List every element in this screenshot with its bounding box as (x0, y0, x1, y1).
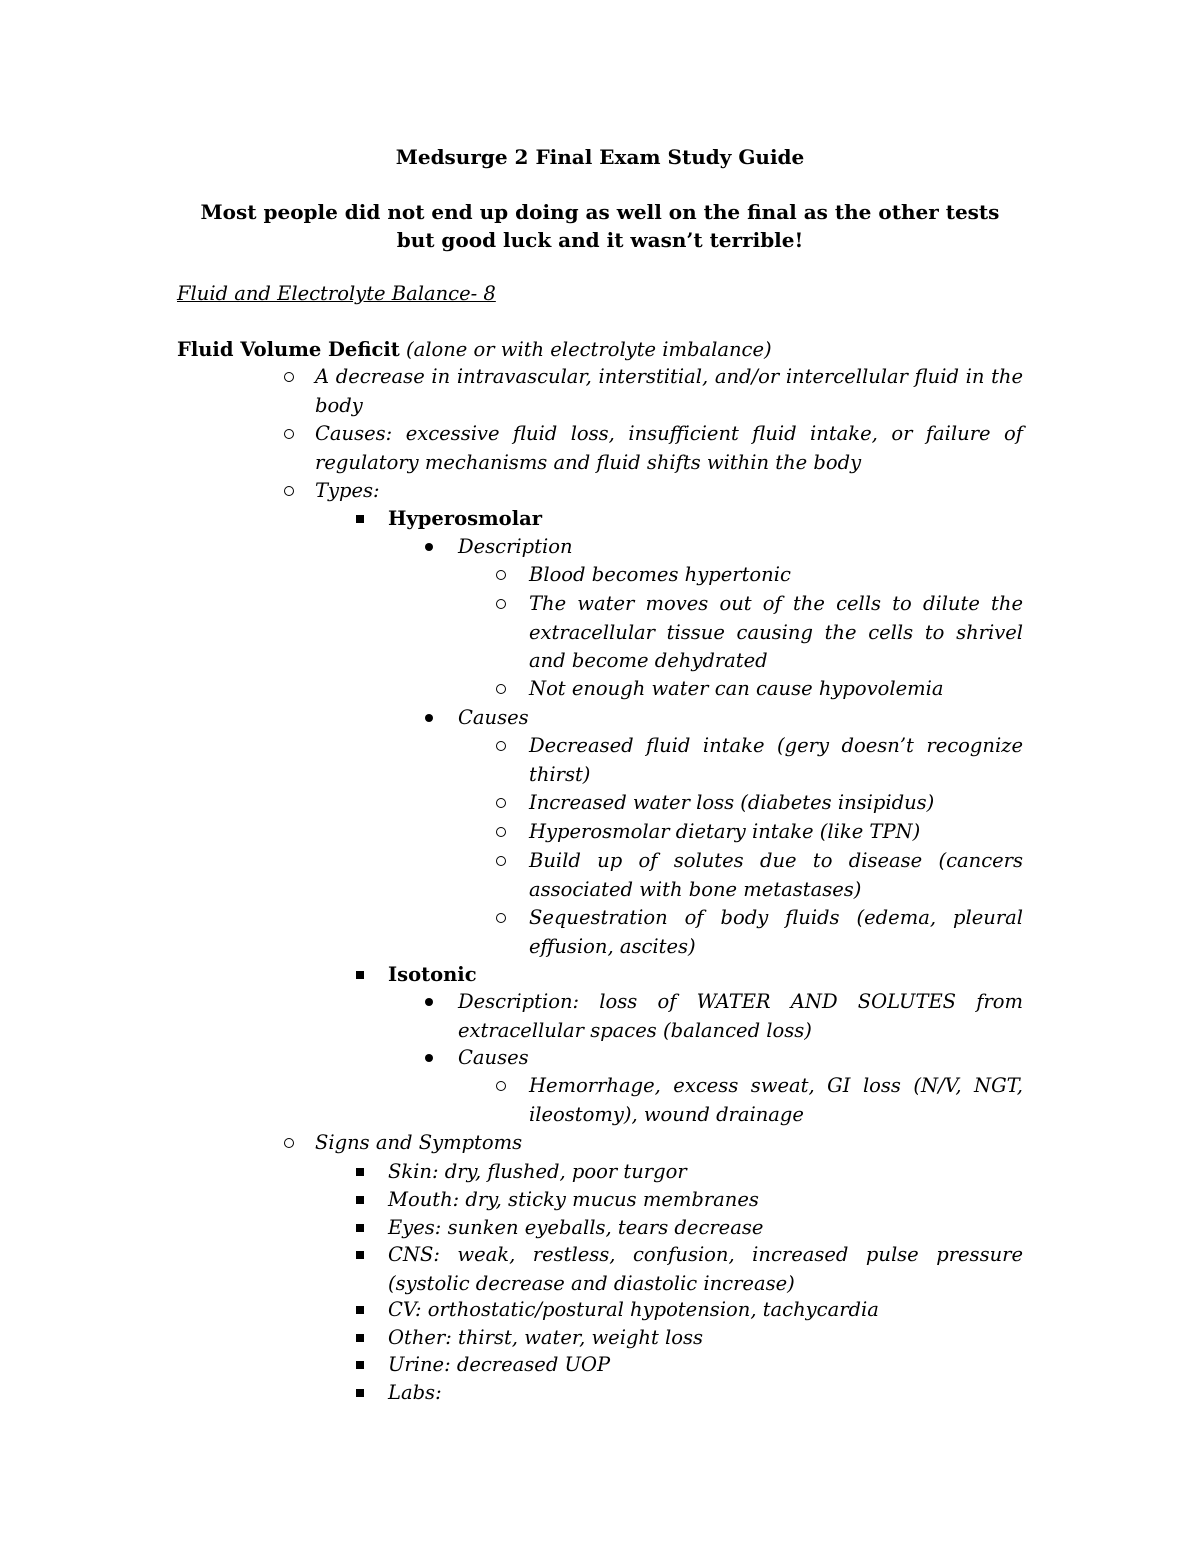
list-item (315, 1129, 1023, 1158)
circle-bullet-icon (496, 798, 506, 808)
list-item (388, 1379, 1023, 1408)
square-bullet-icon (356, 1196, 364, 1204)
list-item (458, 1044, 1023, 1073)
list-item-text: Hyperosmolar (388, 507, 543, 530)
square-bullet-icon (356, 1334, 364, 1342)
list-item (388, 961, 1023, 990)
list-item (529, 1072, 1023, 1129)
list-item-text: Description: loss of WATER AND SOLUTES from extracellular spaces (balanced loss) (458, 990, 1023, 1042)
section-heading: Fluid and Electrolyte Balance- 8 (177, 282, 496, 305)
list-item (388, 1158, 1023, 1187)
list-item (458, 533, 1023, 562)
circle-bullet-icon (496, 827, 506, 837)
list-item (315, 477, 1023, 506)
list-item (388, 1351, 1023, 1380)
dot-bullet-icon (425, 998, 433, 1006)
circle-bullet-icon (496, 684, 506, 694)
list-item-text: Hyperosmolar dietary intake (like TPN) (529, 820, 921, 843)
circle-bullet-icon (284, 429, 294, 439)
list-item (388, 1324, 1023, 1353)
list-item-text: Other: thirst, water, weight loss (388, 1326, 704, 1349)
list-item (388, 1241, 1023, 1298)
circle-bullet-icon (496, 741, 506, 751)
list-item-text: Decreased fluid intake (gery doesn’t recognize thirst) (529, 734, 1023, 786)
list-item-text: The water moves out of the cells to dilute the extracellular tissue causing the cells to shrivel and become dehydrated (529, 592, 1023, 672)
square-bullet-icon (356, 1224, 364, 1232)
list-item (529, 561, 1023, 590)
list-item-text: Causes (458, 1046, 529, 1069)
list-item-text: Urine: decreased UOP (388, 1353, 611, 1376)
circle-bullet-icon (496, 570, 506, 580)
list-item-text: Eyes: sunken eyeballs, tears decrease (388, 1216, 764, 1239)
list-item (388, 1296, 1023, 1325)
topic-note: (alone or with electrolyte imbalance) (406, 338, 772, 361)
square-bullet-icon (356, 1168, 364, 1176)
document-title: Medsurge 2 Final Exam Study Guide (395, 145, 805, 169)
square-bullet-icon (356, 1251, 364, 1259)
list-item (388, 505, 1023, 534)
circle-bullet-icon (284, 486, 294, 496)
list-item-text: Increased water loss (diabetes insipidus) (529, 791, 935, 814)
list-item (529, 675, 1023, 704)
square-bullet-icon (356, 515, 364, 523)
list-item-text: Skin: dry, flushed, poor turgor (388, 1160, 687, 1183)
list-item (529, 818, 1023, 847)
circle-bullet-icon (496, 856, 506, 866)
square-bullet-icon (356, 971, 364, 979)
circle-bullet-icon (284, 372, 294, 382)
list-item-text: Blood becomes hypertonic (529, 563, 791, 586)
dot-bullet-icon (425, 1054, 433, 1062)
list-item-text: Causes (458, 706, 529, 729)
square-bullet-icon (356, 1361, 364, 1369)
dot-bullet-icon (425, 714, 433, 722)
list-item-text: Sequestration of body fluids (edema, pleural effusion, ascites) (529, 906, 1023, 958)
square-bullet-icon (356, 1389, 364, 1397)
list-item-text: Labs: (388, 1381, 442, 1404)
list-item-text: Build up of solutes due to disease (cancers associated with bone metastases) (529, 849, 1023, 901)
circle-bullet-icon (496, 599, 506, 609)
list-item-text: CV: orthostatic/postural hypotension, tachycardia (388, 1298, 879, 1321)
list-item-text: Types: (315, 479, 380, 502)
list-item (315, 363, 1023, 420)
topic-title: Fluid Volume Deficit (177, 338, 400, 361)
list-item (388, 1186, 1023, 1215)
circle-bullet-icon (496, 1081, 506, 1091)
list-item-text: Description (458, 535, 573, 558)
list-item (458, 704, 1023, 733)
list-item-text: Causes: excessive fluid loss, insufficient fluid intake, or failure of regulatory mechanisms and fluid shifts within the body (315, 422, 1023, 474)
list-item (529, 904, 1023, 961)
list-item-text: Hemorrhage, excess sweat, GI loss (N/V, NGT, ileostomy), wound drainage (529, 1074, 1023, 1126)
list-item-text: Mouth: dry, sticky mucus membranes (388, 1188, 759, 1211)
list-item-text: Not enough water can cause hypovolemia (529, 677, 944, 700)
list-item (388, 1214, 1023, 1243)
document-subtitle: Most people did not end up doing as well on the final as the other tests but good luck and it wasn’t terrible! (200, 200, 1000, 252)
list-item (529, 732, 1023, 789)
list-item-text: Signs and Symptoms (315, 1131, 523, 1154)
circle-bullet-icon (496, 913, 506, 923)
square-bullet-icon (356, 1306, 364, 1314)
list-item (529, 590, 1023, 676)
topic-heading (177, 336, 772, 364)
dot-bullet-icon (425, 543, 433, 551)
list-item (315, 420, 1023, 477)
list-item-text: Isotonic (388, 963, 477, 986)
list-item-text: A decrease in intravascular, interstitial, and/or intercellular fluid in the body (315, 365, 1023, 417)
circle-bullet-icon (284, 1138, 294, 1148)
list-item-text: CNS: weak, restless, confusion, increased pulse pressure (systolic decrease and diastolic increase) (388, 1243, 1023, 1295)
list-item (458, 988, 1023, 1045)
list-item (529, 847, 1023, 904)
list-item (529, 789, 1023, 818)
